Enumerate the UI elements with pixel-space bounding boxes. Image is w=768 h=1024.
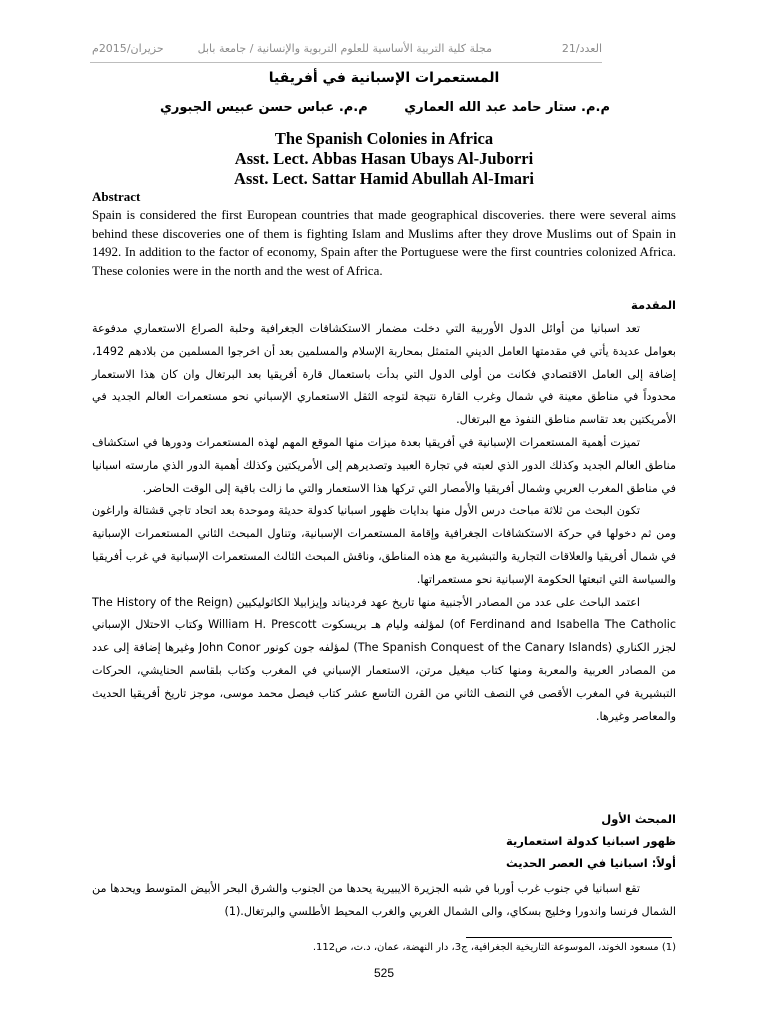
intro-paragraph-2: تميزت أهمية المستعمرات الإسبانية في أفريقيا بعدة ميزات منها الموقع المهم لهذه المستعمرات ودورها في استكشاف مناطق العالم الجديد وكذلك الدور الذي لعبته في تجارة العبيد وتصديرهم إلى الأمريكتين وكذلك أهمية الدور الذي مارسته اسبانيا في مناطق المغرب العربي وشمال أفريقيا والأمصار التي تركها هذا الاستعمار والتي ما زالت باقية إلى الوقت الحاضر.: [92, 435, 676, 495]
arabic-author-1: م.م. ستار حامد عبد الله العماري: [404, 100, 610, 115]
running-header: [92, 42, 602, 60]
intro-heading: المقدمة: [631, 298, 676, 312]
arabic-author-2: م.م. عباس حسن عبيس الجبوري: [160, 100, 368, 115]
section1-heading: المبحث الأول: [601, 812, 676, 826]
intro-paragraph-3: تكون البحث من ثلاثة مباحث درس الأول منها بدايات ظهور اسبانيا كدولة حديثة وموحدة بعد اتحاد تاجي قشتالة واراغون ومن ثم دخولها في حركة الاستكشافات الجغرافية وإقامة المستعمرات الإسبانية، وتناول المبحث الثاني المستعمرات الإسبانية في شمال أفريقيا والعلاقات التجارية والتبشيرية مع هذه المناطق، وناقش المبحث الثالث المستعمرات الإسبانية في غرب أفريقيا والسياسة التي اتبعتها الحكومة الإسبانية نحو مستعمراتها.: [92, 504, 676, 586]
arabic-title: المستعمرات الإسبانية في أفريقيا: [268, 70, 500, 86]
english-title: The Spanish Colonies in Africa: [274, 129, 494, 148]
intro-paragraph-4: اعتمد الباحث على عدد من المصادر الأجنبية منها تاريخ عهد فرديناند وإيزابيلا الكاثوليكيين (The History of the Reign of Ferdinand and Isabella The Catholic) لمؤلفه وليام هـ بريسكوت William H. Prescott وكتاب الاحتلال الإسباني لجزر الكناري (The Spanish Conquest of the Canary Islands) لمؤلفه جون كونور John Conor وغيرها إضافة إلى عدد من المصادر العربية والمعربة ومنها كتاب ميغيل مرتن، الاستعمار الإسباني في المغرب وكتاب بلقاسم الحنايشي، الحركات التبشيرية في المغرب الأقصى في النصف الثاني من القرن التاسع عشر كتاب فيصل محمد موسى، موجز تاريخ أفريقيا الحديث والمعاصر وغيرها.: [92, 595, 676, 723]
english-author-2: Asst. Lect. Sattar Hamid Abullah Al-Imari: [234, 169, 534, 188]
section1-body: [92, 878, 676, 924]
abstract-text: Spain is considered the first European countries that made geographical discoveries. there were several aims behind these discoveries one of them is fighting Islam and Muslims after they drove Muslims out of Spain in 1492. In addition to the factor of economy, Spain after the Portuguese were the first countries colonized Africa. These colonies were in the north and the west of Africa.: [92, 207, 676, 278]
page-number: 525: [373, 966, 395, 980]
section1-subheading: ظهور اسبانيا كدولة استعمارية: [505, 834, 676, 848]
section1-subsubheading: أولاً: اسبانيا في العصر الحديث: [506, 856, 676, 870]
arabic-authors: [160, 100, 610, 120]
abstract-heading: Abstract: [92, 189, 141, 204]
english-author-1: Asst. Lect. Abbas Hasan Ubays Al-Juborri: [234, 149, 534, 168]
header-date: حزيران/2015م: [92, 42, 164, 55]
intro-paragraph-1: تعد اسبانيا من أوائل الدول الأوربية التي دخلت مضمار الاستكشافات الجغرافية وحلبة الصراع الاستعماري مدفوعة بعوامل عديدة يأتي في مقدمتها العامل الديني المتمثل بمحاربة الإسلام والمسلمين بعد أن اخرجوا المسلمين من بلادهم 1492، إضافة إلى العامل الاقتصادي فكانت من أولى الدول التي بدأت باستعمال قارة أفريقيا بعد البرتغال وان كان هذا الاستعمار محدوداً في مناطق معينة في شمال وغرب القارة نتيجة لتوجه الثقل الاستعماري الإسباني نحو مستعمرات العالم الجديد في الأمريكتين بعد تقاسم مناطق النفوذ مع البرتغال.: [92, 322, 676, 427]
footnote: (1) مسعود الخوند، الموسوعة التاريخية الجغرافية، ج3، دار النهضة، عمان، د.ت، ص112.: [312, 942, 676, 953]
section1-paragraph: تقع اسبانيا في جنوب غرب أوربا في شبه الجزيرة الايبيرية يحدها من الجنوب والشرق البحر الأبيض المتوسط ويحدها من الشمال فرنسا واندورا وخليج بسكاي، والى الشمال الغربي والغرب المحيط الأطلسي والبرتغال.(1): [92, 882, 676, 918]
footnote-divider: [466, 937, 672, 938]
header-issue: العدد/21: [561, 42, 602, 55]
header-journal: مجلة كلية التربية الأساسية للعلوم التربوية والإنسانية / جامعة بابل: [197, 42, 492, 55]
header-divider: [90, 62, 602, 63]
intro-body: [92, 318, 676, 728]
